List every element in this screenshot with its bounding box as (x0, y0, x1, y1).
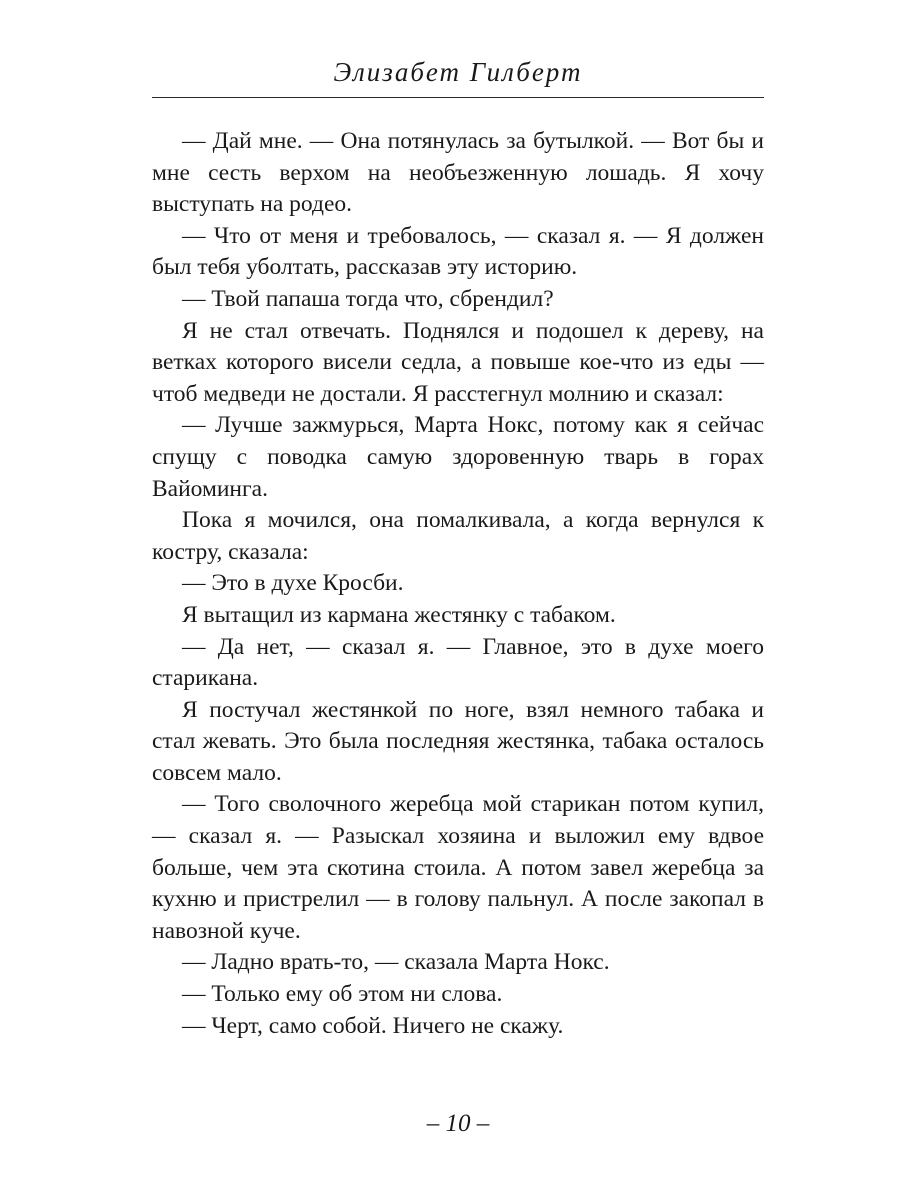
paragraph: Пока я мочился, она помалкивала, а когда вернулся к костру, сказала: (152, 507, 764, 565)
header-divider (152, 97, 764, 98)
page-number: – 10 – (426, 1110, 490, 1137)
paragraph: — Только ему об этом ни слова. (182, 981, 503, 1008)
paragraph: — Твой папаша тогда что, сбрендил? (182, 285, 554, 312)
paragraph: — Это в духе Кросби. (182, 570, 404, 597)
paragraph: — Что от меня и требовалось, — сказал я. — Я должен был тебя уболтать, рассказав эту историю. (152, 222, 764, 281)
running-head-author: Элизабет Гилберт (333, 57, 583, 87)
paragraph: — Черт, само собой. Ничего не скажу. (182, 1012, 564, 1039)
paragraph: — Да нет, — сказал я. — Главное, это в духе моего старикана. (152, 633, 764, 692)
paragraph: Я вытащил из кармана жестянку с табаком. (182, 601, 616, 628)
body-text (152, 126, 764, 1042)
paragraph: Я не стал отвечать. Поднялся и подошел к дереву, на ветках которого висели седла, а повыше кое-что из еды — чтоб медведи не достали. Я расстегнул молнию и сказал: (152, 317, 764, 407)
paragraph: — Того сволочного жеребца мой старикан потом купил, — сказал я. — Разыскал хозяина и выложил ему вдвое больше, чем эта скотина стоила. А потом завел жеребца за кухню и пристрелил — в голову пальнул. А после закопал в навозной куче. (152, 791, 764, 944)
paragraph: — Ладно врать-то, — сказала Марта Нокс. (182, 949, 610, 976)
paragraph: Я постучал жестянкой по ноге, взял немного табака и стал жевать. Это была последняя жестянка, табака осталось совсем мало. (152, 696, 764, 786)
paragraph: — Лучше зажмурься, Марта Нокс, потому как я сейчас спущу с поводка самую здоровенную тварь в горах Вайоминга. (152, 412, 764, 502)
paragraph: — Дай мне. — Она потянулась за бутылкой. — Вот бы и мне сесть верхом на необъезженную лошадь. Я хочу выступать на родео. (152, 128, 764, 218)
